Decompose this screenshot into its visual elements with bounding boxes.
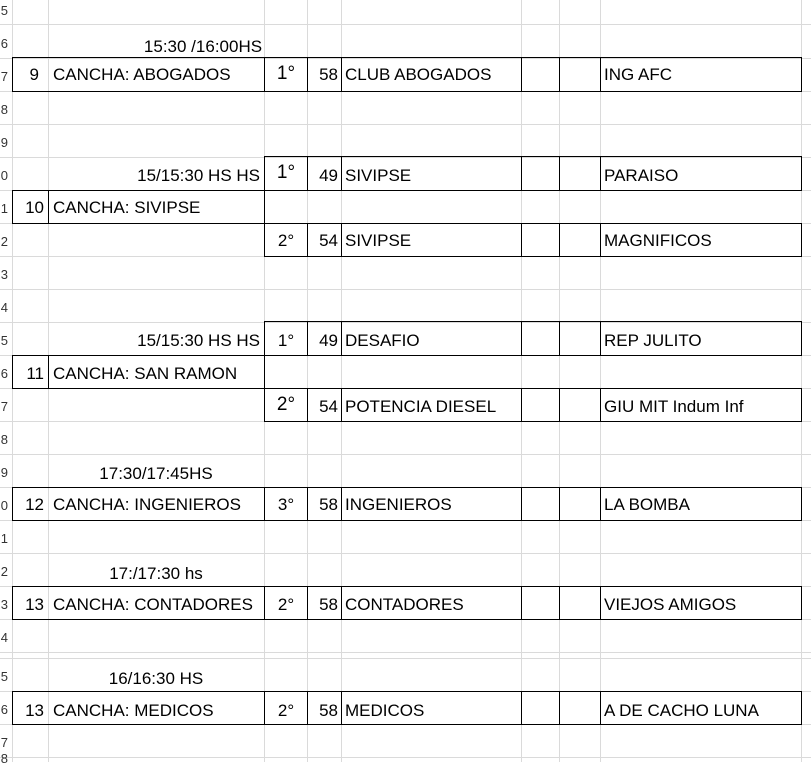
row-number: 7 [0, 400, 8, 414]
match-number[interactable]: 9 [29, 65, 39, 84]
cell-border [559, 388, 601, 422]
division-position[interactable]: 1° [277, 331, 295, 350]
gridline [341, 0, 342, 762]
gridline [0, 553, 811, 554]
away-team[interactable]: LA BOMBA [604, 495, 690, 514]
match-time[interactable]: 15/15:30 HS HS [137, 166, 260, 185]
away-team[interactable]: PARAISO [604, 166, 679, 185]
away-team[interactable]: A DE CACHO LUNA [604, 701, 759, 720]
home-team[interactable]: INGENIEROS [345, 495, 452, 514]
row-number: 6 [0, 37, 8, 51]
cell-border [521, 321, 560, 356]
cell-border [521, 156, 560, 191]
cell-border [559, 586, 601, 620]
cell-border [559, 223, 601, 257]
cell-border [521, 586, 560, 620]
category-number[interactable]: 49 [319, 166, 338, 185]
cancha-label[interactable]: CANCHA: MEDICOS [53, 701, 214, 720]
gridline [0, 652, 811, 653]
category-number[interactable]: 49 [319, 331, 338, 350]
row-number: 8 [0, 103, 8, 117]
cancha-label[interactable]: CANCHA: ABOGADOS [53, 65, 231, 84]
gridline [0, 454, 811, 455]
row-number: 0 [0, 499, 8, 513]
away-team[interactable]: MAGNIFICOS [604, 231, 712, 250]
away-team[interactable]: GIU MIT Indum Inf [604, 397, 744, 416]
category-number[interactable]: 54 [319, 397, 338, 416]
row-number: 0 [0, 169, 8, 183]
cancha-label[interactable]: CANCHA: INGENIEROS [53, 495, 241, 514]
gridline [801, 0, 802, 762]
division-position[interactable]: 1° [276, 162, 296, 183]
row-number: 3 [0, 598, 8, 612]
cell-border [559, 57, 601, 92]
category-number[interactable]: 58 [319, 595, 338, 614]
gridline [0, 24, 811, 25]
away-team[interactable]: VIEJOS AMIGOS [604, 595, 737, 614]
row-number: 3 [0, 268, 8, 282]
row-number: 8 [0, 433, 8, 447]
division-position[interactable]: 2° [277, 595, 295, 614]
row-number: 6 [0, 367, 8, 381]
home-team[interactable]: SIVIPSE [345, 166, 412, 185]
division-position[interactable]: 2° [277, 231, 295, 250]
row-number: 4 [0, 631, 8, 645]
match-time[interactable]: 17:/17:30 hs [109, 564, 203, 583]
row-number: 7 [0, 736, 8, 750]
cell-border [521, 487, 560, 521]
row-number: 9 [0, 466, 8, 480]
gridline [0, 289, 811, 290]
match-number[interactable]: 12 [25, 495, 44, 514]
gridline [307, 0, 308, 762]
match-number[interactable]: 13 [25, 701, 44, 720]
cell-border [521, 388, 560, 422]
match-time[interactable]: 16/16:30 HS [108, 669, 204, 688]
row-number: 5 [0, 670, 8, 684]
row-number: 7 [0, 70, 8, 84]
home-team[interactable]: CLUB ABOGADOS [345, 65, 492, 84]
home-team[interactable]: SIVIPSE [345, 231, 412, 250]
away-team[interactable]: REP JULITO [604, 331, 702, 350]
row-number: 1 [0, 202, 8, 216]
match-number[interactable]: 13 [25, 595, 44, 614]
row-number: 6 [0, 703, 8, 717]
match-time[interactable]: 15:30 /16:00HS [143, 37, 263, 56]
gridline [0, 757, 811, 758]
match-number[interactable]: 11 [26, 364, 44, 383]
cell-border [521, 57, 560, 92]
cell-border [559, 691, 601, 725]
cancha-label[interactable]: CANCHA: SIVIPSE [53, 198, 201, 217]
cancha-label[interactable]: CANCHA: CONTADORES [53, 595, 253, 614]
gridline [521, 0, 522, 762]
row-number: 2 [0, 235, 8, 249]
cell-border [559, 156, 601, 191]
division-position[interactable]: 2° [276, 394, 296, 415]
category-number[interactable]: 58 [319, 65, 338, 84]
row-number: 5 [0, 334, 8, 348]
gridline [559, 0, 560, 762]
row-number: 1 [0, 532, 8, 546]
category-number[interactable]: 58 [319, 701, 338, 720]
home-team[interactable]: CONTADORES [345, 595, 464, 614]
cell-border [559, 321, 601, 356]
gridline [0, 124, 811, 125]
gridline [600, 0, 601, 762]
match-time[interactable]: 17:30/17:45HS [99, 464, 213, 483]
cell-border [559, 487, 601, 521]
division-position[interactable]: 2° [277, 701, 295, 720]
home-team[interactable]: MEDICOS [345, 701, 425, 720]
match-time[interactable]: 15/15:30 HS HS [137, 331, 260, 350]
row-number: 5 [0, 4, 8, 18]
category-number[interactable]: 58 [319, 495, 338, 514]
cancha-label[interactable]: CANCHA: SAN RAMON [53, 364, 238, 383]
division-position[interactable]: 1° [276, 63, 296, 84]
row-number: 2 [0, 565, 8, 579]
home-team[interactable]: POTENCIA DIESEL [345, 397, 497, 416]
row-number: 8 [0, 752, 8, 766]
match-number[interactable]: 10 [25, 198, 44, 217]
cell-border [521, 223, 560, 257]
row-number: 4 [0, 301, 8, 315]
category-number[interactable]: 54 [319, 231, 338, 250]
row-number: 9 [0, 136, 8, 150]
home-team[interactable]: DESAFIO [345, 331, 420, 350]
cell-border [521, 691, 560, 725]
away-team[interactable]: ING AFC [604, 65, 673, 84]
gridline [0, 658, 811, 659]
division-position[interactable]: 3° [277, 495, 295, 514]
